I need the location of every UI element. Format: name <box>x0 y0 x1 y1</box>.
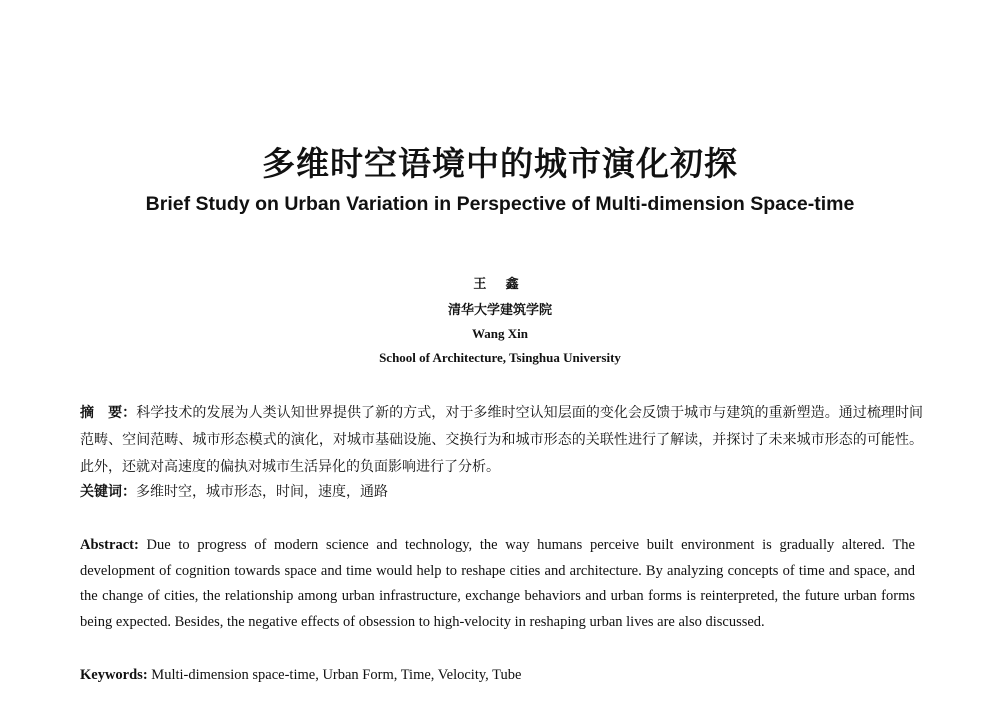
keywords-chinese-label: 关键词： <box>80 484 136 500</box>
abstract-chinese-label: 摘 要： <box>80 405 137 421</box>
author-chinese: 王 鑫 <box>473 276 527 291</box>
author-english: Wang Xin <box>472 326 528 341</box>
abstract-english-label: Abstract: <box>80 537 139 553</box>
affiliation-chinese: 清华大学建筑学院 <box>447 302 552 317</box>
abstract-chinese <box>80 400 923 481</box>
keywords-english <box>80 664 915 686</box>
keywords-chinese-text: 多维时空，城市形态，时间，速度，通路 <box>136 484 388 500</box>
abstract-english-text: Due to progress of modern science and technology, the way humans perceive built environment is gradually altered. The development of cognition towards space and time would help to reshape cities and architecture. By analyzing concepts of time and space, and the change of cities, the relationship among urban infrastructure, exchange behaviors and urban forms is reinterpreted, the future urban forms being expected. Besides, the negative effects of obsession to high-velocity in reshaping urban lives are also discussed. <box>80 537 915 630</box>
keywords-english-label: Keywords: <box>80 667 148 683</box>
abstract-chinese-text: 科学技术的发展为人类认知世界提供了新的方式，对于多维时空认知层面的变化会反馈于城市与建筑的重新塑造。通过梳理时间范畴、空间范畴、城市形态模式的演化，对城市基础设施、交换行为和城市形态的关联性进行了解读，并探讨了未来城市形态的可能性。此外，还就对高速度的偏执对城市生活异化的负面影响进行了分析。 <box>80 405 923 475</box>
abstract-english <box>80 533 915 635</box>
affiliation-english: School of Architecture, Tsinghua University <box>379 350 621 365</box>
keywords-english-text: Multi-dimension space-time, Urban Form, Time, Velocity, Tube <box>151 667 522 683</box>
title-chinese: 多维时空语境中的城市演化初探 <box>262 144 738 183</box>
title-english: Brief Study on Urban Variation in Perspective of Multi-dimension Space-time <box>145 193 855 215</box>
keywords-chinese <box>80 481 923 503</box>
